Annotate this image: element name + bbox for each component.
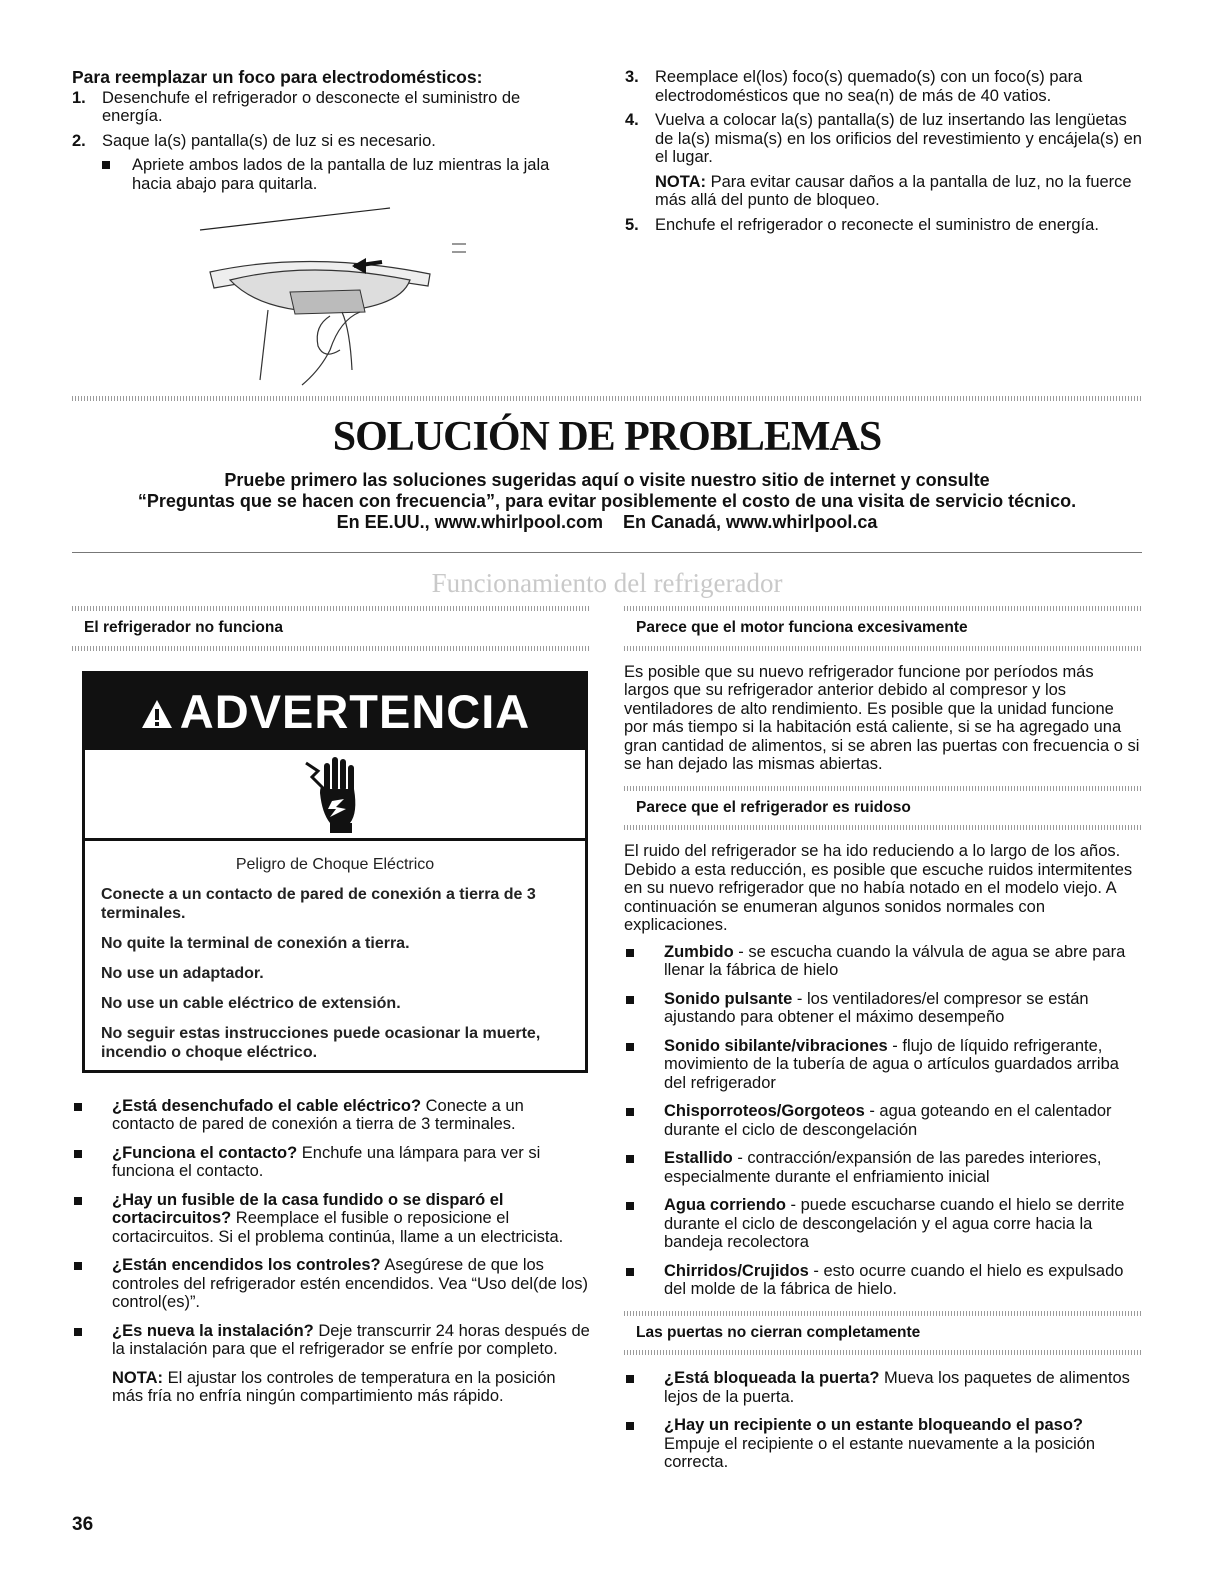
step-text: Enchufe el refrigerador o reconecte el suministro de energía. bbox=[655, 215, 1099, 234]
warning-line: No seguir estas instrucciones puede ocasionar la muerte, incendio o choque eléctrico. bbox=[101, 1024, 541, 1061]
topic-rule-bottom bbox=[624, 646, 1142, 651]
bullet-square-icon bbox=[74, 1262, 82, 1270]
sounds-list bbox=[624, 943, 1142, 1299]
step-bullet: Apriete ambos lados de la pantalla de luz mientras la jala hacia abajo para quitarla. bbox=[102, 156, 582, 193]
step-text: Desenchufe el refrigerador o desconecte el suministro de energía. bbox=[102, 88, 521, 125]
warning-header: ADVERTENCIA bbox=[85, 674, 585, 750]
step-item: 4. Vuelva a colocar la(s) pantalla(s) de luz insertando las lengüetas de la(s) misma(s) en los orificios del revestimiento y encájela(s) en el lugar. NOTA: Para evitar causar daños a la pantalla de luz, no la fuerce más allá del punto de bloqueo. bbox=[625, 111, 1145, 210]
warning-triangle-icon bbox=[140, 698, 174, 730]
list-item: ¿Hay un recipiente o un estante bloqueando el paso? Empuje el recipiente o el estante nuevamente a la posición correcta. bbox=[624, 1416, 1142, 1472]
list-item: Estallido - contracción/expansión de las paredes interiores, especialmente durante el enfriamiento inicial bbox=[624, 1149, 1142, 1186]
title-rule bbox=[72, 552, 1142, 553]
topic-no-funciona: El refrigerador no funciona bbox=[84, 619, 283, 636]
topic-rule-bottom bbox=[624, 1350, 1142, 1355]
bullet-square-icon bbox=[626, 1108, 634, 1116]
left-column bbox=[72, 606, 590, 1406]
list-item: ¿Está bloqueada la puerta? Mueva los paquetes de alimentos lejos de la puerta. bbox=[624, 1369, 1142, 1406]
warning-subhead: Peligro de Choque Eléctrico bbox=[235, 855, 435, 873]
power-checks-list bbox=[72, 1097, 590, 1359]
bullet-square-icon bbox=[102, 161, 110, 169]
bullet-square-icon bbox=[626, 949, 634, 957]
step-item: 5. Enchufe el refrigerador o reconecte el suministro de energía. bbox=[625, 215, 1099, 234]
replace-bulb-left bbox=[72, 68, 582, 199]
topic-ruidoso: Parece que el refrigerador es ruidoso bbox=[636, 798, 911, 816]
bullet-square-icon bbox=[626, 1202, 634, 1210]
bullet-square-icon bbox=[74, 1150, 82, 1158]
section-subtitle: Funcionamiento del refrigerador bbox=[431, 568, 783, 598]
bullet-square-icon bbox=[626, 1043, 634, 1051]
list-item: Chirridos/Crujidos - esto ocurre cuando el hielo es expulsado del molde de la fábrica de hielo. bbox=[624, 1262, 1142, 1299]
list-item: Sonido sibilante/vibraciones - flujo de líquido refrigerante, movimiento de la tubería de agua o artículos guardados arriba del refrigerador bbox=[624, 1037, 1142, 1093]
bullet-square-icon bbox=[626, 1155, 634, 1163]
warning-line: Conecte a un contacto de pared de conexión a tierra de 3 terminales. bbox=[101, 885, 536, 922]
bullet-square-icon bbox=[74, 1328, 82, 1336]
warning-line: No use un cable eléctrico de extensión. bbox=[101, 994, 401, 1012]
noise-paragraph: El ruido del refrigerador se ha ido reduciendo a lo largo de los años. Debido a esta reducción, es posible que escuche ruidos intermitentes en su nuevo refrigerador que no había notado en el modelo viejo. A continuación se enumeran algunos sonidos normales con explicaciones. bbox=[624, 842, 1133, 934]
step-text: Saque la(s) pantalla(s) de luz si es necesario. bbox=[102, 131, 436, 150]
step-text: Vuelva a colocar la(s) pantalla(s) de luz insertando las lengüetas de la(s) misma(s) en los orificios del revestimiento y encájela(s) en el lugar. bbox=[655, 111, 1142, 166]
list-item: ¿Funciona el contacto? Enchufe una lámpara para ver si funciona el contacto. bbox=[72, 1144, 590, 1181]
step-item: 3. Reemplace el(los) foco(s) quemado(s) con un foco(s) para electrodomésticos que no sea(n) de más de 40 vatios. bbox=[625, 68, 1083, 105]
replace-bulb-steps-left bbox=[72, 89, 582, 194]
list-item: Zumbido - se escucha cuando la válvula de agua se abre para llenar la fábrica de hielo bbox=[624, 943, 1142, 980]
topic-puertas: Las puertas no cierran completamente bbox=[636, 1323, 921, 1341]
topic-motor: Parece que el motor funciona excesivamente bbox=[636, 619, 968, 636]
list-item: Chisporroteos/Gorgoteos - agua goteando en el calentador durante el ciclo de descongelación bbox=[624, 1102, 1142, 1139]
warning-box bbox=[82, 671, 588, 1073]
intro-text: Pruebe primero las soluciones sugeridas aquí o visite nuestro sitio de internet y consulte “Preguntas que se hacen con frecuencia”, para evitar posiblemente el costo de una visita de servicio técnico. En EE.UU., www.whirlpool.com En Canadá, www.whirlpool.ca bbox=[137, 470, 1077, 532]
bullet-square-icon bbox=[626, 996, 634, 1004]
topic-rule-bottom bbox=[624, 825, 1142, 830]
bullet-square-icon bbox=[626, 1422, 634, 1430]
replace-bulb-heading: Para reemplazar un foco para electrodomésticos: bbox=[72, 67, 483, 87]
step-item: 1. Desenchufe el refrigerador o desconecte el suministro de energía. bbox=[72, 88, 521, 125]
electric-shock-icon bbox=[300, 753, 370, 837]
step-text: Reemplace el(los) foco(s) quemado(s) con un foco(s) para electrodomésticos que no sea(n) de más de 40 vatios. bbox=[655, 68, 1083, 105]
list-item: ¿Hay un fusible de la casa fundido o se disparó el cortacircuitos? Reemplace el fusible o reposicione el cortacircuitos. Si el problema continúa, llame a un electricista. bbox=[72, 1191, 590, 1247]
list-item: Agua corriendo - puede escucharse cuando el hielo se derrite durante el ciclo de descongelación y el agua corre hacia la bandeja recolectora bbox=[624, 1196, 1142, 1252]
step-note: NOTA: Para evitar causar daños a la pantalla de luz, no la fuerce más allá del punto de bloqueo. bbox=[655, 172, 1132, 209]
warning-line: No use un adaptador. bbox=[101, 964, 264, 982]
list-item: ¿Está desenchufado el cable eléctrico? Conecte a un contacto de pared de conexión a tierra de 3 terminales. bbox=[72, 1097, 590, 1134]
topic-rule-bottom bbox=[72, 646, 590, 651]
page-title: SOLUCIÓN DE PROBLEMAS bbox=[332, 414, 882, 460]
step-item: 2. Saque la(s) pantalla(s) de luz si es necesario. Apriete ambos lados de la pantalla de luz mientras la jala hacia abajo para quitarla. bbox=[72, 132, 582, 194]
replace-bulb-steps-right bbox=[625, 68, 1145, 234]
warning-line: No quite la terminal de conexión a tierra. bbox=[101, 934, 410, 952]
warning-text bbox=[85, 841, 585, 1062]
replace-bulb-right bbox=[625, 68, 1145, 240]
left-note: NOTA: El ajustar los controles de temperatura en la posición más fría no enfría ningún compartimiento más rápido. bbox=[112, 1368, 556, 1405]
bullet-square-icon bbox=[74, 1197, 82, 1205]
list-item: Sonido pulsante - los ventiladores/el compresor se están ajustando para obtener el máximo desempeño bbox=[624, 990, 1142, 1027]
list-item: ¿Es nueva la instalación? Deje transcurrir 24 horas después de la instalación para que el refrigerador se enfríe por completo. bbox=[72, 1322, 590, 1359]
page-number: 36 bbox=[72, 1514, 94, 1535]
list-item: ¿Están encendidos los controles? Asegúrese de que los controles del refrigerador estén encendidos. Vea “Uso del(de los) control(es)”. bbox=[72, 1256, 590, 1312]
shock-icon-area bbox=[85, 750, 585, 841]
bullet-square-icon bbox=[74, 1103, 82, 1111]
section-divider bbox=[72, 396, 1142, 401]
door-checks-list bbox=[624, 1369, 1142, 1472]
right-column bbox=[624, 606, 1142, 1482]
bullet-square-icon bbox=[626, 1375, 634, 1383]
light-shield-illustration bbox=[190, 200, 480, 390]
bullet-square-icon bbox=[626, 1268, 634, 1276]
motor-paragraph: Es posible que su nuevo refrigerador funcione por períodos más largos que su refrigerador anterior debido al compresor y los ventiladores de alto rendimiento. Es posible que la unidad funcione por más tiempo si la habitación está caliente, si se ha agregado una gran cantidad de alimentos, si se abren las puertas con frecuencia o si se han dejado las mismas abiertas. bbox=[624, 662, 1140, 773]
